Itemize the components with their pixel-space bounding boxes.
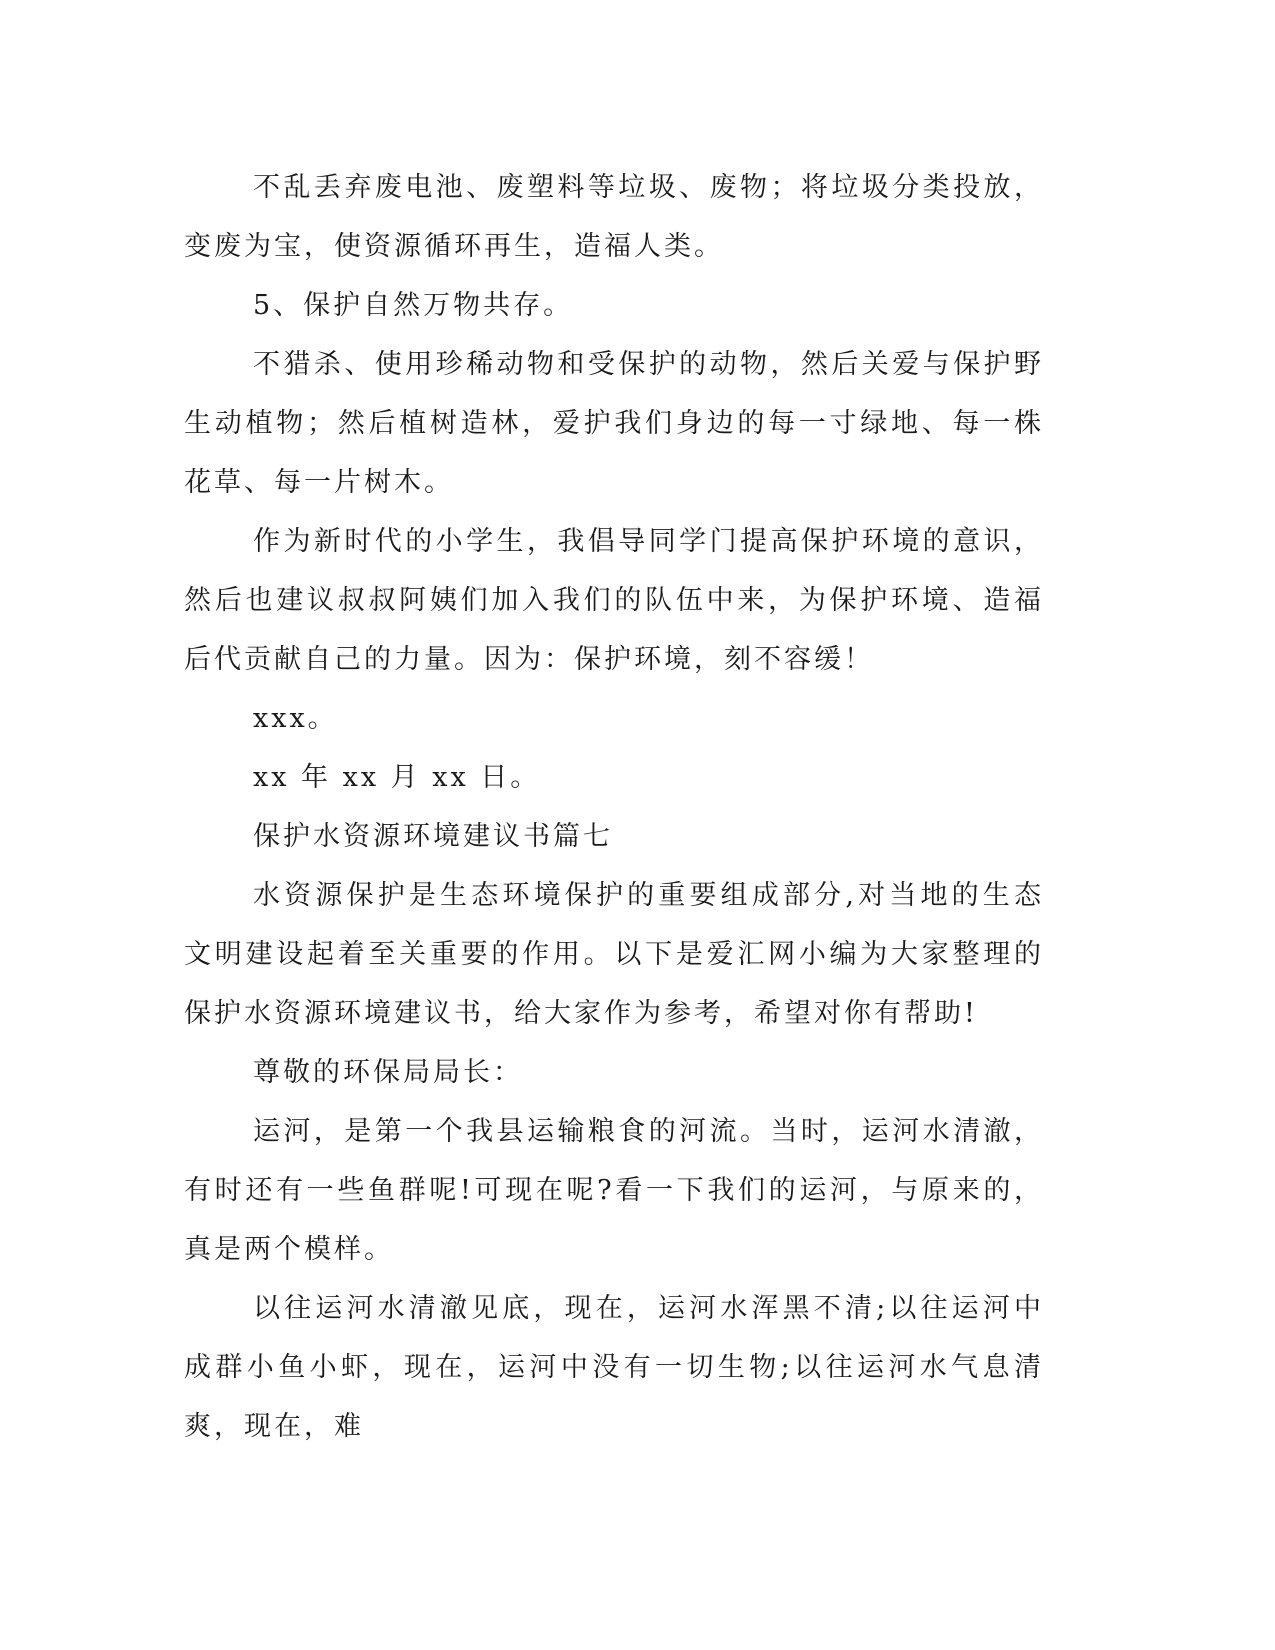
document-body: [184, 158, 1044, 1456]
salutation: 尊敬的环保局局长：: [253, 1057, 523, 1088]
section-title: 保护水资源环境建议书篇七: [253, 821, 613, 852]
signature-date: xx 年 xx 月 xx 日。: [253, 762, 541, 793]
heading-protect-nature: 5、保护自然万物共存。: [253, 290, 574, 321]
paragraph-canal-history: 运河，是第一个我县运输粮食的河流。当时，运河水清澈，有时还有一些鱼群呢!可现在呢?看一下我们的运河，与原来的，真是两个模样。: [184, 1116, 1044, 1265]
paragraph-call-to-action: 作为新时代的小学生，我倡导同学门提高保护环境的意识，然后也建议叔叔阿姨们加入我们的队伍中来，为保护环境、造福后代贡献自己的力量。因为：保护环境，刻不容缓！: [184, 526, 1044, 675]
paragraph-canal-comparison: 以往运河水清澈见底，现在，运河水浑黑不清;以往运河中成群小鱼小虾，现在，运河中没有一切生物;以往运河水气息清爽，现在，难: [184, 1293, 1044, 1442]
paragraph-protect-wildlife: 不猎杀、使用珍稀动物和受保护的动物，然后关爱与保护野生动植物；然后植树造林，爱护我们身边的每一寸绿地、每一株花草、每一片树木。: [184, 349, 1044, 498]
paragraph-intro: 水资源保护是生态环境保护的重要组成部分,对当地的生态文明建设起着至关重要的作用。以下是爱汇网小编为大家整理的保护水资源环境建议书，给大家作为参考，希望对你有帮助!: [184, 880, 1044, 1029]
paragraph-recycling: 不乱丢弃废电池、废塑料等垃圾、废物；将垃圾分类投放，变废为宝，使资源循环再生，造福人类。: [184, 172, 1044, 262]
signature-name: xxx。: [253, 703, 338, 734]
